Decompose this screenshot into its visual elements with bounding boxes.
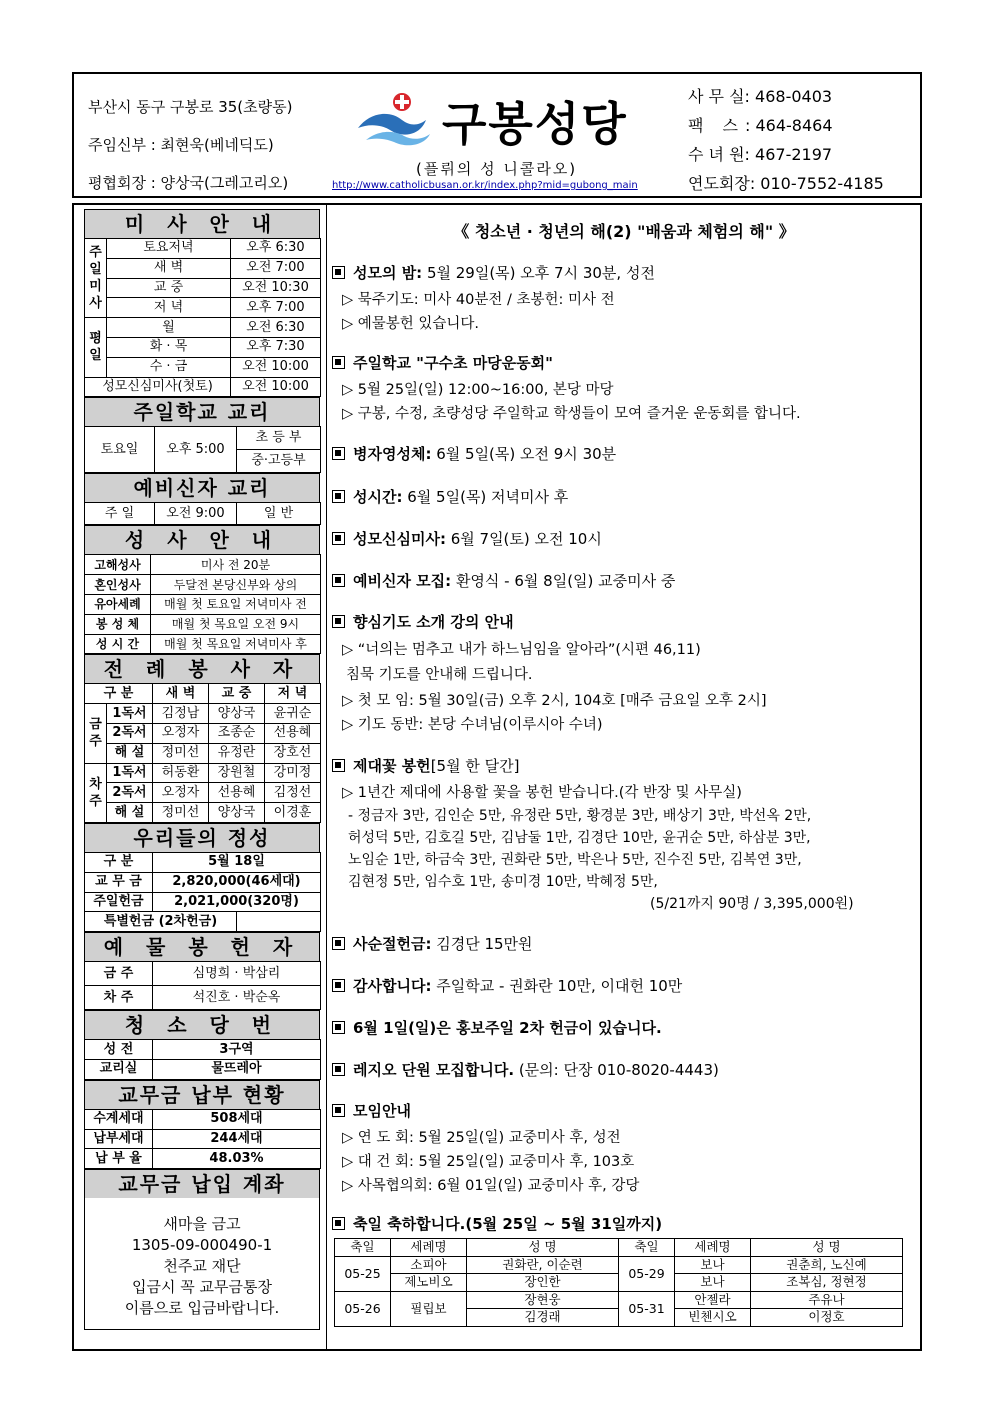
bullet-icon [332,1063,345,1076]
bullet-icon [332,266,345,279]
catechumen-table: 주 일 오전 9:00 일 반 [84,502,321,525]
sacraments-table: 고해성사 미사 전 20분 혼인성사 두달전 본당신부와 상의 유아세례 매월 첫 토요일 저녁미사 전 봉 성 체 매월 첫 목요일 오전 9시 성 시 간 매월 첫 목요일 저녁미사 후 [84,554,321,654]
servers-title: 전 례 봉 사 자 [84,654,320,683]
contact-office: 사 무 실: 468-0403 [688,87,833,106]
mass-table: 주 일 미 사 토요저녁 오후 6:30 새 벽 오전 7:00 교 중 오전 10:30 저 녁 오후 7:00 평 일 월 오전 6:30 화 · 목 오후 7:30 수 · 금 오전 10:00 성모신심미사(첫토) 오전 10:00 [84,238,321,397]
sunday-school-table: 토요일 오후 5:00 초 등 부 중·고등부 [84,426,321,473]
church-logo [332,84,686,194]
weekday-mass-label: 평 일 [85,318,107,377]
announcement-altar-flowers: 제대꽃 봉헌[5월 한 달간] [332,755,519,776]
bullet-icon [332,447,345,460]
bullet-icon [332,615,345,628]
announcement-thanks: 감사합니다: 주일학교 - 권화란 10만, 이대헌 10만 [332,975,682,996]
gift-donors-table: 금 주 심명희 · 박삼리 차 주 석진호 · 박순옥 [84,961,321,1010]
announcement-communication-sunday: 6월 1일(일)은 홍보주일 2차 헌금이 있습니다. [332,1017,662,1038]
contact-convent: 수 녀 원: 467-2197 [688,145,833,164]
announcement-holy-hour: 성시간: 6월 5일(목) 저녁미사 후 [332,486,568,507]
feast-day-table: 축일 세례명 성 명 축일 세례명 성 명 05-25 소피아 권화란, 이순련 05-29 보나 권춘희, 노신예 제노비오 장인한 보나 조복심, 정현정 05-26 필립보 장현웅 05-31 안젤라 주유나 김경래 빈첸시오 이정호 [334,1238,903,1327]
dues-status-table: 수계세대 508세대 납부세대 244세대 납 부 율 48.03% [84,1109,321,1169]
wave-cross-icon [356,92,436,148]
pastor-name: 주임신부 : 최현욱(베네딕도) [88,136,274,154]
announcement-legio: 레지오 단원 모집합니다. (문의: 단장 010-8020-4443) [332,1059,719,1080]
website-link[interactable]: http://www.catholicbusan.or.kr/index.php?mid=gubong_main [332,180,638,191]
next-week-label: 차 주 [85,763,107,822]
bullet-icon [332,1104,345,1117]
church-name: 구봉성당 [442,97,628,151]
bulletin-body [72,203,922,1351]
bullet-icon [332,490,345,503]
dues-status-title: 교무금 납부 현황 [84,1080,320,1109]
announcement-sports-day: 주일학교 "구수초 마당운동회" [332,352,553,373]
council-president: 평협회장 : 양상국(그레고리오) [88,174,289,192]
header-info [88,88,293,202]
headline: 《 청소년 · 청년의 해(2) "배움과 체험의 해" 》 [453,222,795,241]
sunday-school-title: 주일학교 교리 [84,397,320,426]
announcement-sick-communion: 병자영성체: 6월 5일(목) 오전 9시 30분 [332,443,616,464]
bullet-icon [332,979,345,992]
contact-yeondo: 연도회장: 010-7552-4185 [688,174,884,193]
announcement-marian-night: 성모의 밤: 5월 29일(목) 오후 7시 30분, 성전 [332,262,655,283]
church-address: 부산시 동구 구봉로 35(초량동) [88,98,293,116]
announcement-meetings: 모임안내 [332,1100,411,1121]
mass-title: 미 사 안 내 [84,209,320,238]
servers-table: 구 분 새 벽 교 중 저 녁 금 주 1독서 김정남 양상국 윤귀순 2독서 오정자 조종순 선용혜 해 설 정미선 유정란 장호선 차 주 1독서 허동환 장원철 강미정 2독서 오정자 선용혜 김정선 해 설 정미선 양상국 이경훈 [84,683,321,823]
catechumen-title: 예비신자 교리 [84,473,320,502]
bullet-icon [332,1217,345,1230]
column-divider [326,205,327,1349]
this-week-label: 금 주 [85,704,107,763]
cleaning-table: 성 전 3구역 교리실 물뜨레아 [84,1039,321,1080]
bullet-icon [332,937,345,950]
gift-donors-title: 예 물 봉 헌 자 [84,932,320,961]
offering-title: 우리들의 정성 [84,823,320,852]
bullet-icon [332,532,345,545]
announcement-lent-offering: 사순절헌금: 김경단 15만원 [332,933,533,954]
sacraments-title: 성 사 안 내 [84,525,320,554]
announcement-marian-mass: 성모신심미사: 6월 7일(토) 오전 10시 [332,528,602,549]
patron-saint: (플뤼의 성 니콜라오) [416,160,578,178]
offering-table: 구 분 5월 18일 교 무 금 2,820,000(46세대) 주일헌금 2,021,000(320명) 특별헌금 (2차헌금) [84,852,321,932]
bullet-icon [332,759,345,772]
contact-list [688,82,884,198]
account-title: 교무금 납입 계좌 [84,1169,320,1198]
announcement-centering-prayer: 향심기도 소개 강의 안내 [332,611,514,632]
bullet-icon [332,1021,345,1034]
contact-fax: 팩 스: 464-8464 [688,116,833,135]
bulletin-header [72,72,922,198]
account-info: 새마을 금고 1305-09-000490-1 천주교 재단 입금시 꼭 교무금통장 이름으로 입금바랍니다. [84,1198,320,1330]
sunday-mass-label: 주 일 미 사 [85,239,107,318]
announcement-catechumen: 예비신자 모집: 환영식 - 6월 8일(일) 교중미사 중 [332,570,675,591]
bullet-icon [332,356,345,369]
bullet-icon [332,574,345,587]
sidebar [84,209,320,1330]
announcement-feast-days: 축일 축하합니다.(5월 25일 ~ 5월 31일까지) [332,1213,662,1234]
announcements: 《 청소년 · 청년의 해(2) "배움과 체험의 해" 》 성모의 밤: 5월 29일(목) 오후 7시 30분, 성전 ▷ 묵주기도: 미사 40분전 / 초봉헌: 미사 전 ▷ 예물봉헌 있습니다. 주일학교 "구수초 마당운동회" ▷ 5월 25일(일) 12:00~16:00, 본당 마당 ▷ 구봉, 수정, 초량성당 주일학교 학생들이 모여 즐거운 운동회를 합니다. 병자영성체: 6월 5일(목) 오전 9시 30분 성시간: 6월 5일(목) 저녁미사 후 성모신심미사: 6월 7일(토) 오전 10시 예비신자 모집: 환영식 - 6월 8일(일) 교중미사 중 향심기도 소개 강의 안내 ▷ “너의는 멈추고 내가 하느님임을 알아라”(시편 46,11) 침묵 기도를 안내해 드립니다. ▷ 첫 모 임: 5월 30일(금) 오후 2시, 104호 [매주 금요일 오후 2시] ▷ 기도 동반: 본당 수녀님(이루시아 수녀) 제대꽃 봉헌[5월 한 달간] ▷ 1년간 제대에 사용할 꽃을 봉헌 받습니다.(각 반장 및 사무실) - 정금자 3만, 김인순 5만, 유정란 5만, 황경분 3만, 배상기 3만, 박선옥 2만, 허성덕 5만, 김호길 5만, 김남둘 1만, 김경단 10만, 윤귀순 5만, 하삼분 3만, 노임순 1만, 하금숙 3만, 권화란 5만, 박은나 5만, 진수진 5만, 김복연 3만, 김현정 5만, 임수호 1만, 송미경 10만, 박혜정 5만, (5/21까지 90명 / 3,395,000원) 사순절헌금: 김경단 15만원 감사합니다: 주일학교 - 권화란 10만, 이대헌 10만 6월 1일(일)은 홍보주일 2차 헌금이 있습니다. 레지오 단원 모집합니다. (문의: 단장 010-8020-4443) 모임안내 ▷ 연 도 회: 5월 25일(일) 교중미사 후, 성전 ▷ 대 건 회: 5월 25일(일) 교중미사 후, 103호 ▷ 사목협의회: 6월 01일(일) 교중미사 후, 강당 축일 축하합니다.(5월 25일 ~ 5월 31일까지) 축일 세례명 성 명 축일 세례명 성 명 05-25 소피아 권화란, 이순련 05-29 보나 권춘희, 노신예 제노비오 장인한 보나 조복심, 정현정 05-26 필립보 장현웅 05-31 안젤라 주유나 김경래 빈첸시오 이정호 [332,205,916,243]
cleaning-title: 청 소 당 번 [84,1010,320,1039]
